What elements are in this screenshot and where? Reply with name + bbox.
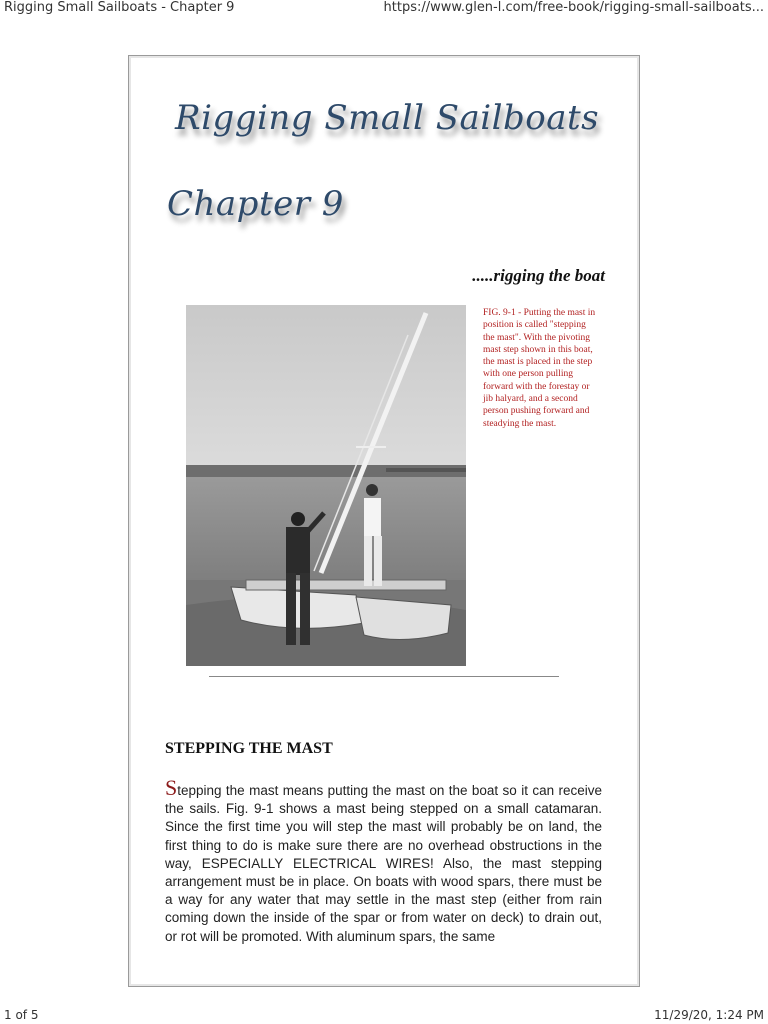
document-title: Rigging Small Sailboats (175, 98, 600, 138)
section-heading: STEPPING THE MAST (165, 740, 333, 757)
print-timestamp: 11/29/20, 1:24 PM (654, 1008, 764, 1022)
body-paragraph-text: tepping the mast means putting the mast on the boat so it can receive the sails. Fig. 9-1 shows a mast being stepped on a small catamaran. Since the first time you will step the mast will probably be on land, the first thing to do is make sure there are no overhead obstructions in the way, ESPECIALLY ELECTRICAL WIRES! Also, the mast stepping arrangement must be in place. On boats with wood spars, there must be a way for any water that may settle in the mast step (either from rain coming down the inside of the spar or from water on deck) to drain out, or rot will be promoted. With aluminum spars, the same (165, 783, 602, 944)
browser-url: https://www.glen-l.com/free-book/rigging-small-sailboats... (383, 0, 764, 15)
chapter-subtitle: .....rigging the boat (472, 266, 605, 285)
browser-page-title: Rigging Small Sailboats - Chapter 9 (4, 0, 235, 15)
drop-cap: S (165, 775, 178, 800)
figure-photo-stepping-mast (186, 305, 466, 666)
document-frame (128, 55, 640, 987)
chapter-title: Chapter 9 (167, 184, 344, 224)
page-count: 1 of 5 (4, 1008, 39, 1022)
figure-caption: FIG. 9-1 - Putting the mast in position is called "stepping the mast". With the pivoting mast step shown in this boat, the mast is placed in the step with one person pulling forward with the forestay or jib halyard, and a second person pushing forward and steadying the mast. (483, 308, 596, 429)
body-paragraph (165, 775, 602, 946)
horizontal-rule (209, 676, 559, 677)
